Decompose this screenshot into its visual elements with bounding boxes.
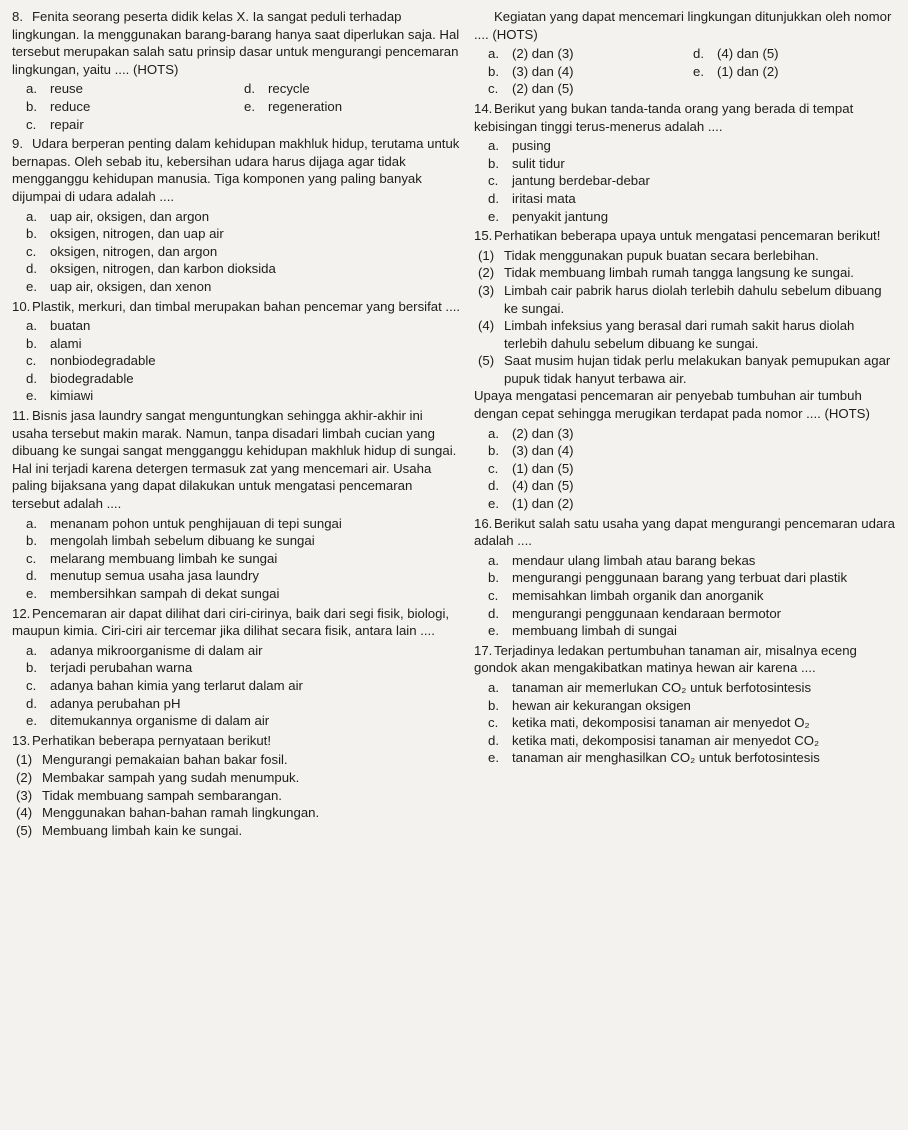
option-letter: d. — [488, 478, 499, 494]
option-text: (1) dan (2) — [512, 496, 574, 512]
answer-option[interactable] — [26, 335, 462, 353]
question-block — [474, 8, 898, 98]
option-text: adanya mikroorganisme di dalam air — [50, 642, 263, 658]
option-letter: c. — [26, 116, 37, 132]
option-letter: c. — [26, 243, 37, 259]
answer-option[interactable] — [488, 587, 898, 605]
question-text: Pencemaran air dapat dilihat dari ciri-cirinya, baik dari segi fisik, biologi, maupun kimia. Ciri-ciri air tercemar jika dilihat secara fisik, antara lain .... — [12, 605, 450, 639]
option-text: buatan — [50, 318, 91, 334]
answer-option[interactable] — [26, 98, 244, 116]
statement-item — [16, 769, 462, 787]
statement-text: Saat musim hujan tidak perlu melakukan banyak pemupukan agar pupuk tidak hanyut terbawa air. — [504, 353, 891, 386]
option-letter: c. — [488, 588, 499, 603]
question-block — [12, 407, 462, 603]
statement-text: Limbah cair pabrik harus diolah terlebih dahulu sebelum dibuang ke sungai. — [504, 282, 882, 316]
question-block — [474, 515, 898, 640]
question-block — [12, 135, 462, 295]
answer-option[interactable] — [488, 460, 898, 478]
statement-label: (5) — [16, 822, 33, 838]
statement-item — [478, 317, 898, 352]
option-text: jantung berdebar-debar — [512, 173, 650, 189]
option-text: (2) dan (3) — [512, 425, 574, 441]
option-letter: e. — [244, 98, 255, 114]
answer-option[interactable] — [488, 679, 898, 697]
answer-option[interactable] — [488, 732, 898, 750]
answer-options — [474, 45, 898, 98]
option-letter: a. — [488, 425, 499, 441]
option-letter: d. — [488, 190, 499, 206]
statement-label: (2) — [16, 769, 33, 785]
question-number: 8. — [12, 9, 23, 24]
option-letter: b. — [26, 660, 37, 676]
question-number: 11. — [12, 408, 30, 424]
question-stem — [474, 642, 898, 677]
option-text: uap air, oksigen, dan argon — [50, 208, 210, 224]
question-stem — [12, 298, 462, 316]
question-block — [12, 298, 462, 406]
option-letter: d. — [244, 81, 255, 97]
option-text: memisahkan limbah organik dan anorganik — [512, 588, 764, 603]
answer-option[interactable] — [26, 515, 462, 533]
option-letter: e. — [488, 750, 499, 766]
question-text: Fenita seorang peserta didik kelas X. Ia sangat peduli terhadap lingkungan. Ia menggunakan barang-barang hanya saat diperlukan saja. Hal tersebut merupakan salah satu prinsip dasar untuk mengurangi pencemaran lingkungan, yaitu .... (HOTS) — [12, 9, 460, 77]
option-letter: e. — [26, 388, 37, 404]
question-block — [12, 605, 462, 730]
answer-options — [474, 552, 898, 640]
option-text: (1) dan (2) — [717, 63, 779, 79]
option-letter: d. — [26, 370, 37, 386]
option-text: adanya perubahan pH — [50, 695, 181, 711]
answer-option[interactable] — [488, 569, 898, 587]
statement-list — [12, 751, 462, 839]
statement-item — [16, 804, 462, 822]
option-letter: d. — [488, 732, 499, 748]
option-text: menanam pohon untuk penghijauan di tepi sungai — [50, 515, 342, 531]
answer-option[interactable] — [693, 45, 898, 63]
option-text: terjadi perubahan warna — [50, 660, 193, 676]
answer-option[interactable] — [26, 352, 462, 370]
answer-option[interactable] — [488, 714, 898, 732]
answer-option[interactable] — [488, 622, 898, 640]
statement-label: (1) — [478, 247, 495, 263]
answer-option[interactable] — [488, 605, 898, 623]
option-text: mendaur ulang limbah atau barang bekas — [512, 552, 756, 568]
answer-option[interactable] — [488, 425, 898, 443]
option-letter: d. — [693, 46, 704, 62]
option-letter: c. — [26, 677, 37, 693]
answer-option[interactable] — [26, 370, 462, 388]
option-letter: e. — [488, 623, 499, 639]
option-text: biodegradable — [50, 370, 134, 386]
option-text: reuse — [50, 81, 83, 97]
option-text: menutup semua usaha jasa laundry — [50, 568, 259, 584]
statement-label: (3) — [478, 282, 495, 298]
statement-item — [478, 247, 898, 265]
option-text: (4) dan (5) — [717, 46, 779, 62]
option-text: membersihkan sampah di dekat sungai — [50, 586, 280, 601]
option-letter: e. — [26, 278, 37, 294]
answer-option[interactable] — [488, 697, 898, 715]
answer-option[interactable] — [26, 677, 462, 695]
answer-options — [12, 80, 462, 133]
question-number: 12. — [12, 605, 31, 621]
question-text: Perhatikan beberapa pernyataan berikut! — [32, 732, 272, 748]
statement-text: Tidak membuang sampah sembarangan. — [42, 787, 282, 803]
statement-item — [16, 751, 462, 769]
answer-options — [12, 642, 462, 730]
left-column — [12, 8, 462, 841]
option-text: oksigen, nitrogen, dan argon — [50, 243, 218, 259]
option-text: mengolah limbah sebelum dibuang ke sungai — [50, 533, 315, 549]
option-letter: b. — [26, 98, 37, 114]
option-text: repair — [50, 116, 84, 132]
statement-text: Menggunakan bahan-bahan ramah lingkungan. — [42, 805, 320, 821]
answer-option[interactable] — [26, 642, 462, 660]
answer-option[interactable] — [26, 695, 462, 713]
answer-option[interactable] — [26, 712, 462, 730]
answer-option[interactable] — [488, 477, 898, 495]
question-text: Bisnis jasa laundry sangat menguntungkan sehingga akhir-akhir ini usaha tersebut makin marak. Namun, tanpa disadari limbah cucian yang dibuang ke sungai sangat mengganggu kehidupan makhluk hidup di sungai. Hal ini terjadi karena detergen termasuk zat yang mencemari air. Usaha paling bijaksana yang dapat dilakukan untuk mengatasi pencemaran tersebut adalah .... — [12, 408, 457, 512]
statement-label: (4) — [478, 318, 495, 334]
answer-option[interactable] — [488, 208, 898, 226]
option-letter: c. — [26, 550, 37, 566]
option-letter: a. — [488, 552, 499, 568]
option-letter: b. — [26, 533, 37, 549]
answer-option[interactable] — [26, 532, 462, 550]
question-number: 15. — [474, 228, 493, 244]
option-text: ketika mati, dekomposisi tanaman air menyedot O₂ — [512, 715, 810, 731]
answer-option[interactable] — [26, 585, 462, 603]
option-letter: b. — [488, 63, 499, 79]
statement-item — [478, 282, 898, 317]
answer-option[interactable] — [244, 98, 462, 116]
answer-option[interactable] — [26, 278, 462, 296]
question-text: Berikut yang bukan tanda-tanda orang yang berada di tempat kebisingan tinggi terus-menerus adalah .... — [474, 100, 854, 134]
answer-option[interactable] — [26, 225, 462, 243]
option-letter: d. — [26, 261, 37, 277]
question-text: Kegiatan yang dapat mencemari lingkungan ditunjukkan oleh nomor .... (HOTS) — [474, 9, 892, 42]
option-text: pusing — [512, 138, 551, 154]
option-text: (2) dan (3) — [512, 46, 574, 62]
option-letter: a. — [26, 515, 37, 531]
answer-option[interactable] — [26, 550, 462, 568]
statement-label: (3) — [16, 787, 33, 803]
option-letter: a. — [488, 46, 499, 62]
option-text: (2) dan (5) — [512, 81, 574, 97]
option-text: mengurangi penggunaan kendaraan bermotor — [512, 605, 782, 621]
statement-label: (5) — [478, 353, 495, 369]
answer-option[interactable] — [488, 80, 693, 98]
option-letter: d. — [488, 605, 499, 621]
option-text: recycle — [268, 81, 310, 97]
option-letter: b. — [26, 335, 37, 351]
question-block — [474, 227, 898, 513]
option-text: alami — [50, 335, 82, 351]
option-text: oksigen, nitrogen, dan karbon dioksida — [50, 261, 276, 277]
option-text: (3) dan (4) — [512, 63, 574, 79]
question-number: 14. — [474, 100, 493, 116]
answer-option[interactable] — [488, 552, 898, 570]
question-block — [474, 642, 898, 767]
answer-options — [12, 208, 462, 296]
statement-text: Membakar sampah yang sudah menumpuk. — [42, 769, 300, 785]
answer-option[interactable] — [488, 45, 693, 63]
question-number: 16. — [474, 515, 493, 531]
statement-text: Limbah infeksius yang berasal dari rumah sakit harus diolah terlebih dahulu sebelum dibuang ke sungai. — [504, 318, 855, 351]
question-stem — [12, 407, 462, 513]
option-letter: e. — [488, 208, 499, 224]
answer-option[interactable] — [26, 208, 462, 226]
question-block — [12, 732, 462, 840]
option-letter: c. — [488, 460, 499, 476]
statement-label: (2) — [478, 265, 495, 281]
right-column — [474, 8, 898, 769]
option-letter: b. — [488, 443, 499, 459]
question-number: 17. — [474, 642, 493, 658]
statement-list — [474, 247, 898, 388]
option-text: ketika mati, dekomposisi tanaman air menyedot CO₂ — [512, 732, 820, 748]
answer-option[interactable] — [488, 172, 898, 190]
option-text: (1) dan (5) — [512, 460, 574, 476]
answer-option[interactable] — [26, 260, 462, 278]
option-text: sulit tidur — [512, 155, 565, 171]
statement-text: Mengurangi pemakaian bahan bakar fosil. — [42, 752, 288, 768]
question-number: 10. — [12, 298, 31, 314]
option-letter: b. — [488, 697, 499, 713]
option-text: penyakit jantung — [512, 208, 609, 224]
option-letter: a. — [26, 642, 37, 658]
option-text: tanaman air menghasilkan CO₂ untuk berfotosintesis — [512, 750, 820, 766]
answer-option[interactable] — [26, 387, 462, 405]
question-stem — [474, 8, 898, 43]
option-letter: d. — [26, 568, 37, 584]
question-stem — [474, 100, 898, 135]
question-number: 13. — [12, 732, 31, 748]
statement-text: Tidak menggunakan pupuk buatan secara berlebihan. — [504, 247, 819, 263]
question-text: Berikut salah satu usaha yang dapat mengurangi pencemaran udara adalah .... — [474, 515, 896, 549]
option-text: regeneration — [268, 98, 343, 114]
answer-option[interactable] — [26, 659, 462, 677]
option-text: oksigen, nitrogen, dan uap air — [50, 226, 224, 242]
option-text: nonbiodegradable — [50, 353, 156, 369]
question-text: Udara berperan penting dalam kehidupan makhluk hidup, terutama untuk bernapas. Oleh sebab itu, kebersihan udara harus dijaga agar tidak mengganggu kehidupan manusia. Tiga komponen yang paling banyak dijumpai di udara adalah .... — [12, 136, 460, 204]
question-stem — [12, 135, 462, 205]
option-letter: c. — [26, 353, 37, 369]
question-stem — [12, 732, 462, 750]
option-letter: c. — [488, 715, 499, 731]
option-letter: a. — [488, 679, 499, 695]
option-letter: e. — [26, 586, 37, 601]
statement-item — [478, 264, 898, 282]
option-letter: c. — [488, 81, 499, 97]
option-letter: c. — [488, 173, 499, 189]
question-stem — [474, 515, 898, 550]
question-text: Plastik, merkuri, dan timbal merupakan bahan pencemar yang bersifat .... — [32, 298, 461, 314]
option-text: reduce — [50, 98, 91, 114]
answer-option[interactable] — [488, 190, 898, 208]
answer-option[interactable] — [26, 243, 462, 261]
question-text: Terjadinya ledakan pertumbuhan tanaman air, misalnya eceng gondok akan mengakibatkan matinya hewan air karena .... — [474, 642, 857, 676]
option-letter: b. — [26, 226, 37, 242]
answer-option[interactable] — [244, 80, 462, 98]
answer-option[interactable] — [26, 317, 462, 335]
option-text: iritasi mata — [512, 190, 576, 206]
answer-option[interactable] — [488, 495, 898, 513]
option-text: ditemukannya organisme di dalam air — [50, 713, 270, 729]
option-letter: a. — [488, 138, 499, 154]
question-followup: Upaya mengatasi pencemaran air penyebab tumbuhan air tumbuh dengan cepat sehingga merugikan terdapat pada nomor .... (HOTS) — [474, 388, 870, 422]
option-letter: d. — [26, 695, 37, 711]
statement-item — [16, 822, 462, 840]
option-text: kimiawi — [50, 388, 94, 404]
answer-option[interactable] — [488, 749, 898, 767]
answer-options — [474, 679, 898, 767]
answer-option[interactable] — [26, 567, 462, 585]
answer-option[interactable] — [26, 116, 244, 134]
option-text: (4) dan (5) — [512, 478, 574, 494]
answer-options — [474, 425, 898, 513]
question-number: 9. — [12, 136, 23, 152]
question-block — [12, 8, 462, 133]
question-text: Perhatikan beberapa upaya untuk mengatasi pencemaran berikut! — [494, 228, 881, 244]
option-text: mengurangi penggunaan barang yang terbuat dari plastik — [512, 570, 848, 586]
option-letter: e. — [26, 713, 37, 729]
option-text: membuang limbah di sungai — [512, 623, 677, 639]
statement-label: (4) — [16, 805, 33, 821]
option-letter: b. — [488, 570, 499, 586]
question-stem — [12, 605, 462, 640]
option-text: melarang membuang limbah ke sungai — [50, 550, 278, 566]
answer-option[interactable] — [488, 63, 693, 81]
answer-option[interactable] — [488, 442, 898, 460]
option-letter: a. — [26, 208, 37, 224]
option-text: adanya bahan kimia yang terlarut dalam air — [50, 677, 303, 693]
option-text: tanaman air memerlukan CO₂ untuk berfotosintesis — [512, 679, 812, 695]
answer-options — [12, 317, 462, 405]
option-text: hewan air kekurangan oksigen — [512, 697, 691, 713]
statement-text: Membuang limbah kain ke sungai. — [42, 822, 243, 838]
statement-label: (1) — [16, 752, 33, 768]
answer-option[interactable] — [26, 80, 244, 98]
option-letter: e. — [488, 496, 499, 512]
question-stem — [12, 8, 462, 78]
statement-item — [478, 352, 898, 387]
question-block — [474, 100, 898, 225]
question-stem — [474, 227, 898, 245]
option-letter: a. — [26, 81, 37, 97]
option-text: uap air, oksigen, dan xenon — [50, 278, 212, 294]
answer-options — [12, 515, 462, 603]
option-letter: a. — [26, 318, 37, 334]
answer-option[interactable] — [488, 155, 898, 173]
option-letter: b. — [488, 155, 499, 171]
option-text: (3) dan (4) — [512, 443, 574, 459]
option-letter: e. — [693, 63, 704, 79]
answer-option[interactable] — [488, 137, 898, 155]
statement-item — [16, 787, 462, 805]
answer-options — [474, 137, 898, 225]
statement-text: Tidak membuang limbah rumah tangga langsung ke sungai. — [504, 265, 854, 281]
answer-option[interactable] — [693, 63, 898, 81]
